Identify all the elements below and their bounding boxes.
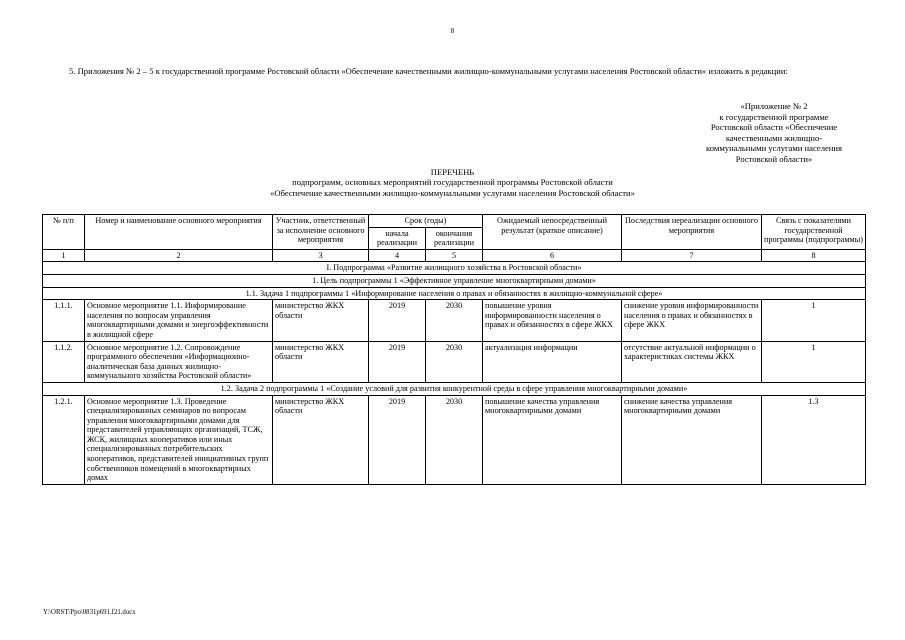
appendix-line: Ростовской области «Обеспечение: [710, 122, 838, 133]
table-row: [43, 300, 866, 341]
header-num: № п/п: [43, 215, 85, 250]
row-start: 2019: [369, 395, 426, 484]
table-row: [43, 395, 866, 484]
row-link: 1.3: [762, 395, 866, 484]
row-start: 2019: [369, 341, 426, 382]
section-row: [43, 382, 866, 395]
column-number: 6: [483, 249, 622, 262]
header-start: начала реализации: [369, 227, 426, 249]
row-num: 1.2.1.: [43, 395, 85, 484]
appendix-line: «Приложение № 2: [740, 101, 808, 111]
table-row: [43, 341, 866, 382]
section-task: 1.1. Задача 1 подпрограммы 1 «Информирование населения о правах и обязанностях в жилищно-коммунальной сфере»: [43, 287, 866, 300]
header-name: Номер и наименование основного мероприятия: [85, 215, 273, 250]
table-header-row: [43, 215, 866, 228]
section-row: [43, 274, 866, 287]
row-consequences: снижение уровня информированности населения о правах и обязанностях в сфере ЖКХ: [622, 300, 762, 341]
section-goal: 1. Цель подпрограммы 1 «Эффективное управление многоквартирными домами»: [43, 274, 866, 287]
appendix-note: [684, 101, 864, 165]
appendix-line: коммунальными услугами населения: [706, 143, 842, 154]
page-number: 8: [450, 27, 455, 35]
row-expected: повышение качества управления многоквартирными домами: [483, 395, 622, 484]
row-consequences: отсутствие актуальной информации о характеристиках системы ЖКХ: [622, 341, 762, 382]
row-expected: повышение уровня информированности населения о правах и обязанностях в сфере ЖКХ: [483, 300, 622, 341]
column-number: 7: [622, 249, 762, 262]
row-end: 2030: [426, 341, 483, 382]
column-number: 5: [426, 249, 483, 262]
section-task: 1.2. Задача 2 подпрограммы 1 «Создание условий для развития конкурентной среды в сфере управления многоквартирными домами»: [43, 382, 866, 395]
row-name: Основное мероприятие 1.1. Информирование населения по вопросам управления многоквартирными домами и энергоэффективности в жилищной сфере: [85, 300, 273, 341]
column-number: 3: [273, 249, 369, 262]
row-expected: актуализация информации: [483, 341, 622, 382]
document-heading: [0, 167, 905, 198]
column-number-row: [43, 249, 866, 262]
section-row: [43, 262, 866, 275]
header-end: окончания реализации: [426, 227, 483, 249]
heading-line: подпрограмм, основных мероприятий государственной программы Ростовской области: [292, 177, 613, 188]
header-link: Связь с показателями государственной программы (подпрограммы): [762, 215, 866, 250]
row-link: 1: [762, 300, 866, 341]
row-start: 2019: [369, 300, 426, 341]
appendix-line: Ростовской области»: [735, 153, 813, 164]
appendix-line: качественными жилищно-: [725, 132, 823, 143]
column-number: 8: [762, 249, 866, 262]
section-subprogram: I. Подпрограмма «Развитие жилищного хозяйства в Ростовской области»: [43, 262, 866, 275]
heading-title: ПЕРЕЧЕНЬ: [430, 167, 475, 177]
row-participant: министерство ЖКХ области: [273, 300, 369, 341]
column-number: 4: [369, 249, 426, 262]
row-end: 2030: [426, 395, 483, 484]
row-num: 1.1.2.: [43, 341, 85, 382]
header-expected: Ожидаемый непосредственный результат (краткое описание): [483, 215, 622, 250]
column-number: 2: [85, 249, 273, 262]
row-participant: министерство ЖКХ области: [273, 341, 369, 382]
row-participant: министерство ЖКХ области: [273, 395, 369, 484]
header-term: Срок (годы): [369, 215, 483, 228]
row-num: 1.1.1.: [43, 300, 85, 341]
intro-paragraph: 5. Приложения № 2 – 5 к государственной программе Ростовской области «Обеспечение качественными жилищно-коммунальными услугами населения Ростовской области» изложить в редакции:: [69, 66, 788, 76]
appendix-line: к государственной программе: [719, 111, 829, 122]
row-end: 2030: [426, 300, 483, 341]
column-number: 1: [43, 249, 85, 262]
header-participant: Участник, ответственный за исполнение основного мероприятия: [273, 215, 369, 250]
section-row: [43, 287, 866, 300]
measures-table: [42, 214, 866, 485]
heading-line: «Обеспечение качественными жилищно-коммунальными услугами населения Ростовской области»: [270, 187, 635, 198]
row-link: 1: [762, 341, 866, 382]
header-consequences: Последствия нереализации основного мероприятия: [622, 215, 762, 250]
row-name: Основное мероприятие 1.3. Проведение специализированных семинаров по вопросам управления многоквартирными домами для представителей управляющих организаций, ТСЖ, ЖСК, жилищных кооперативов или иных специализированных потребительских кооперативов, представителей инициативных групп собственников помещений в многоквартирных домах: [85, 395, 273, 484]
row-consequences: снижение качества управления многоквартирными домами: [622, 395, 762, 484]
row-name: Основное мероприятие 1.2. Сопровождение программного обеспечения «Информационно-аналитическая база данных жилищно-коммунального хозяйства Ростовской области»: [85, 341, 273, 382]
footer-file-path: Y:\ORST\Ppo\0831p691.f21.docx: [43, 609, 136, 616]
